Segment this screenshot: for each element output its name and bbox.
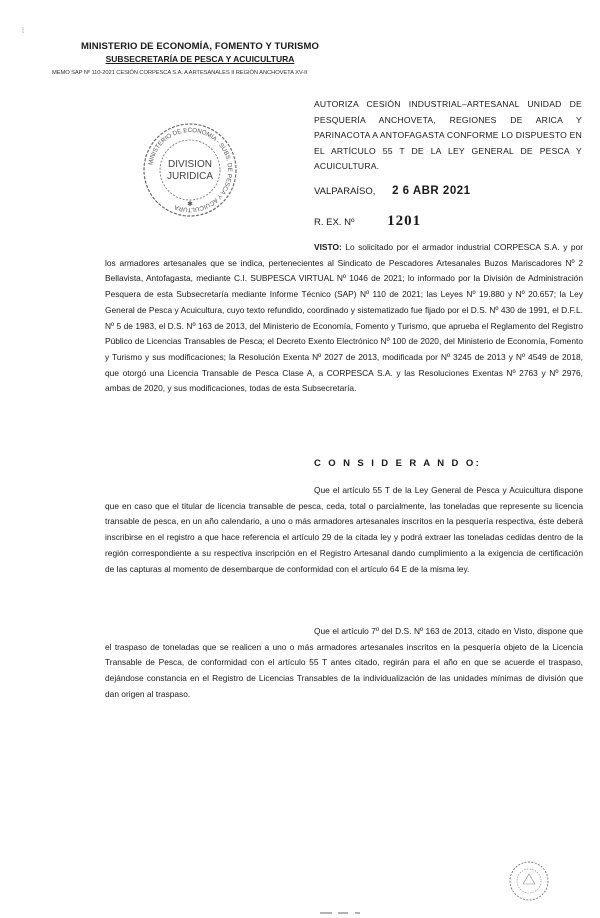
- stamp-star-icon: ✱: [187, 201, 193, 208]
- margin-mark: ⁞: [22, 28, 24, 35]
- visto-text: Lo solicitado por el armador industrial CORPESCA S.A. y por los armadores artesanales que se indica, pertenecientes al Sindicato de Pescadores Artesanales Buzos Mariscadores Nº 2 Bellavista, Antofagasta, mediante C.I. SUBPESCA VIRTUAL Nº 1046 de 2021; lo informado por la División de Administración Pesquera de esta Subsecretaría mediante Informe Técnico (SAP) Nº 110 de 2021; las Leyes Nº 19.880 y Nº 20.657; la Ley General de Pesca y Acuicultura, cuyo texto refundido, coordinado y sistematizado fue fijado por el D.S. Nº 430 de 1991, el D.F.L. Nº 5 de 1983, el D.S. Nº 163 de 2013, del Ministerio de Economía, Fomento y Turismo, que aprueba el Reglamento del Registro Público de Licencias Transables de Pesca; el Decreto Exento Electrónico Nº 100 de 2020, del Ministerio de Economía, Fomento y Turismo y sus modificaciones; la Resolución Exenta Nº 2027 de 2013, modificada por Nº 3245 de 2013 y Nº 4549 de 2018, que otorgó una Licencia Transable de Pesca Clase A, a CORPESCA S.A. y las Resoluciones Exentas Nº 2763 y Nº 2976, ambas de 2020, y sus modificaciones, todas de esta Subsecretaría.: [105, 242, 584, 394]
- visto-paragraph: [105, 240, 583, 397]
- resolution-number-line: [314, 213, 421, 230]
- considerando-paragraph-1: Que el artículo 55 T de la Ley General de Pesca y Acuicultura dispone que en caso que el titular de licencia transable de pesca, ceda, total o parcialmente, las toneladas que represente su licencia transable de pesca, en un año calendario, a uno o más armadores artesanales inscritos en la pesquería respectiva, éste deberá inscribirse en el registro a que hace referencia el artículo 29 de la citada ley y podrá extraer las toneladas cedidas dentro de la región correspondiente a su respectiva inscripción en el Registro Artesanal dando cumplimiento a la exigencia de certificación de las capturas al momento de desembarque de conformidad con el artículo 64 E de la misma ley.: [105, 485, 583, 574]
- subsecretaria-name: SUBSECRETARÍA DE PESCA Y ACUICULTURA: [105, 54, 295, 64]
- scan-edge-marks: [260, 910, 420, 916]
- resolution-date: 2 6 ABR 2021: [392, 185, 471, 197]
- letterhead: [70, 41, 330, 64]
- considerando-heading: C O N S I D E R A N D O:: [314, 458, 482, 469]
- date-line: [314, 185, 471, 197]
- visto-label: VISTO:: [314, 242, 342, 252]
- stamp-ring-text: MINISTERIO DE ECONOMÍA - SUBS. DE PESCA Y ACUICULTURA: [147, 126, 234, 214]
- considerando-paragraph-2: Que el artículo 7º del D.S. Nº 163 de 2013, citado en Visto, dispone que el traspaso de toneladas que se realicen a uno o más armadores artesanales inscritos en la pesquería objeto de la Licencia Transable de Pesca, de conformidad con el artículo 55 T antes citado, regirán para el año en que se acuerde el traspaso, dejándose constancia en el Registro de Licencias Transables de la individualización de las unidades mínimas de división que dan origen al traspaso.: [105, 626, 583, 699]
- folio-stamp-icon: [508, 860, 550, 902]
- rex-number: 1201: [387, 213, 422, 229]
- stamp-center-line1: DIVISION: [168, 159, 212, 170]
- stamp-center-line2: JURIDICA: [166, 171, 214, 182]
- resolution-subject: AUTORIZA CESIÓN INDUSTRIAL–ARTESANAL UNIDAD DE PESQUERÍA ANCHOVETA, REGIONES DE ARICA Y PARINACOTA A ANTOFAGASTA CONFORME LO DISPUESTO EN EL ARTÍCULO 55 T DE LA LEY GENERAL DE PESCA Y ACUICULTURA.: [314, 99, 582, 171]
- visto-section: [105, 240, 583, 397]
- memo-reference: MEMO SAP Nº 110-2021 CESIÓN CORPESCA S.A. A ARTESANALES II REGIÓN ANCHOVETA XV-II: [52, 70, 308, 76]
- rex-label: R. EX. Nº: [314, 217, 355, 228]
- city: VALPARAÍSO,: [314, 186, 376, 197]
- ministry-name: MINISTERIO DE ECONOMÍA, FOMENTO Y TURISMO: [81, 41, 319, 52]
- division-juridica-stamp: [140, 120, 240, 220]
